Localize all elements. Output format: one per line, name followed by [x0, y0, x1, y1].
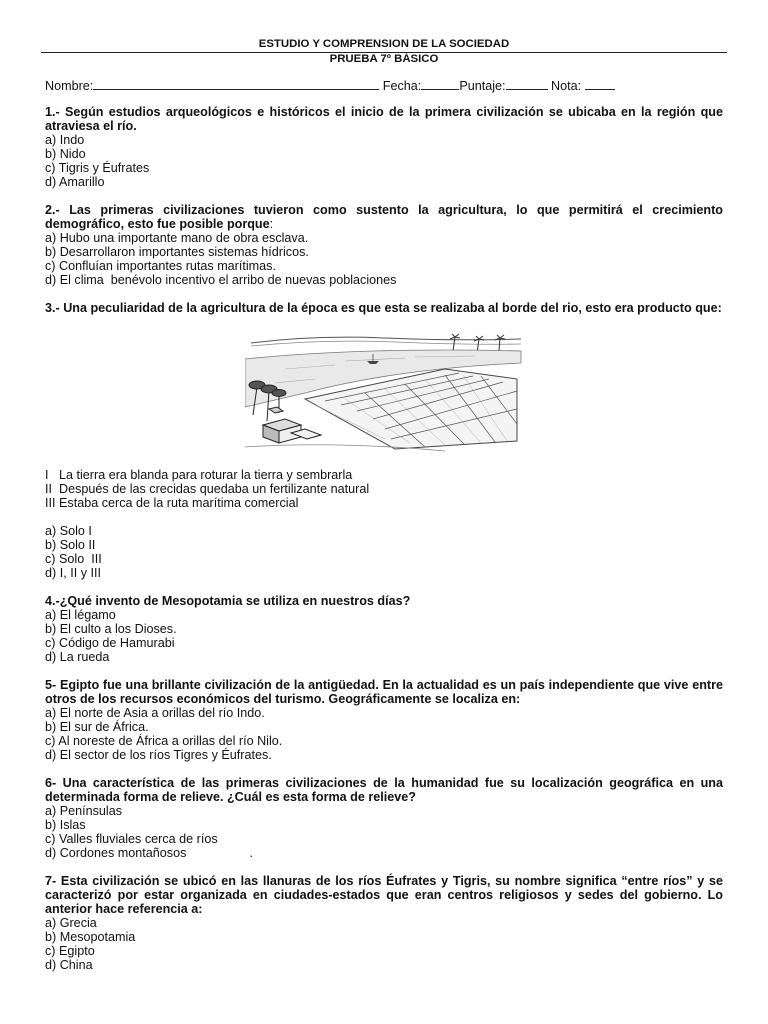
answer-option[interactable]: b) Nido	[45, 147, 86, 161]
options-list	[45, 524, 723, 580]
question-3	[45, 301, 723, 580]
answer-option[interactable]: c) Egipto	[45, 944, 95, 958]
date-label: Fecha:	[382, 79, 422, 93]
question-prompt: 1.- Según estudios arqueológicos e históricos el inicio de la primera civilización se ubicaba en la región que atraviesa el río.	[45, 105, 723, 133]
grade-label: Nota:	[551, 79, 582, 93]
score-label: Puntaje:	[459, 79, 506, 93]
answer-option[interactable]: d) I, II y III	[45, 566, 101, 580]
answer-option[interactable]: d) La rueda	[45, 650, 110, 664]
question-4	[45, 594, 723, 664]
answer-option[interactable]: c) Al noreste de África a orillas del río Nilo.	[45, 734, 283, 748]
exam-title: ESTUDIO Y COMPRENSION DE LA SOCIEDAD	[258, 38, 510, 50]
answer-option[interactable]: b) Islas	[45, 818, 86, 832]
question-prompt: 6- Una característica de las primeras civilizaciones de la humanidad fue su localización geográfica en una determinada forma de relieve. ¿Cuál es esta forma de relieve?	[45, 776, 723, 804]
question-prompt-colon: :	[269, 217, 274, 231]
answer-option[interactable]: c) Código de Hamurabi	[45, 636, 175, 650]
date-blank[interactable]	[421, 78, 459, 90]
question-prompt-text: 2.- Las primeras civilizaciones tuvieron como sustento la agricultura, lo que permitirá el crecimiento demográfico, esto fue posible porque	[45, 203, 723, 231]
exam-page	[45, 38, 723, 972]
river-agriculture-illustration	[245, 329, 523, 453]
name-label: Nombre:	[45, 79, 94, 93]
grade-blank[interactable]	[585, 78, 615, 90]
statement: II Después de las crecidas quedaba un fertilizante natural	[45, 482, 370, 496]
answer-option[interactable]: c) Confluían importantes rutas marítimas.	[45, 259, 276, 273]
question-prompt	[45, 203, 723, 231]
student-info-line	[45, 78, 723, 93]
answer-option[interactable]: c) Tigris y Éufrates	[45, 161, 150, 175]
question-2	[45, 203, 723, 287]
answer-option[interactable]: a) Penínsulas	[45, 804, 123, 818]
answer-option[interactable]: b) El sur de África.	[45, 720, 149, 734]
question-1	[45, 105, 723, 189]
answer-option[interactable]: b) Solo II	[45, 538, 96, 552]
answer-option[interactable]: d) El sector de los ríos Tigres y Éufrates.	[45, 748, 272, 762]
answer-option[interactable]: b) Mesopotamia	[45, 930, 136, 944]
name-blank[interactable]	[93, 78, 379, 90]
question-prompt: 4.-¿Qué invento de Mesopotamia se utiliza en nuestros días?	[45, 594, 411, 608]
answer-option[interactable]: a) El légamo	[45, 608, 116, 622]
statement: III Estaba cerca de la ruta marítima comercial	[45, 496, 299, 510]
score-blank[interactable]	[506, 78, 548, 90]
question-6	[45, 776, 723, 860]
answer-option[interactable]: a) Solo I	[45, 524, 92, 538]
answer-option[interactable]: b) El culto a los Dioses.	[45, 622, 177, 636]
answer-option[interactable]: c) Valles fluviales cerca de ríos	[45, 832, 218, 846]
answer-option[interactable]: a) El norte de Asia a orillas del río Indo.	[45, 706, 265, 720]
question-prompt: 5- Egipto fue una brillante civilización de la antigüedad. En la actualidad es un país independiente que vive entre otros de los recursos económicos del turismo. Geográficamente se localiza en:	[45, 678, 723, 706]
answer-option[interactable]: d) China	[45, 958, 93, 972]
answer-option[interactable]: d) Cordones montañosos .	[45, 846, 253, 860]
question-5	[45, 678, 723, 762]
statement-list	[45, 468, 723, 510]
question-7	[45, 874, 723, 972]
question-prompt: 3.- Una peculiaridad de la agricultura de la época es que esta se realizaba al borde del rio, esto era producto que:	[45, 301, 722, 315]
answer-option[interactable]: a) Grecia	[45, 916, 97, 930]
exam-subtitle: PRUEBA 7º BÁSICO	[329, 53, 439, 65]
answer-option[interactable]: d) Amarillo	[45, 175, 105, 189]
statement: I La tierra era blanda para roturar la tierra y sembrarla	[45, 468, 353, 482]
answer-option[interactable]: b) Desarrollaron importantes sistemas hídricos.	[45, 245, 309, 259]
answer-option[interactable]: a) Indo	[45, 133, 85, 147]
answer-option[interactable]: c) Solo III	[45, 552, 102, 566]
question-prompt: 7- Esta civilización se ubicó en las llanuras de los ríos Éufrates y Tigris, su nombre significa “entre ríos” y se caracterizó por estar organizada en ciudades-estados que eran centros religiosos y sedes del gobierno. Lo anterior hace referencia a:	[45, 874, 723, 916]
answer-option[interactable]: a) Hubo una importante mano de obra esclava.	[45, 231, 309, 245]
answer-option[interactable]: d) El clima benévolo incentivo el arribo de nuevas poblaciones	[45, 273, 397, 287]
